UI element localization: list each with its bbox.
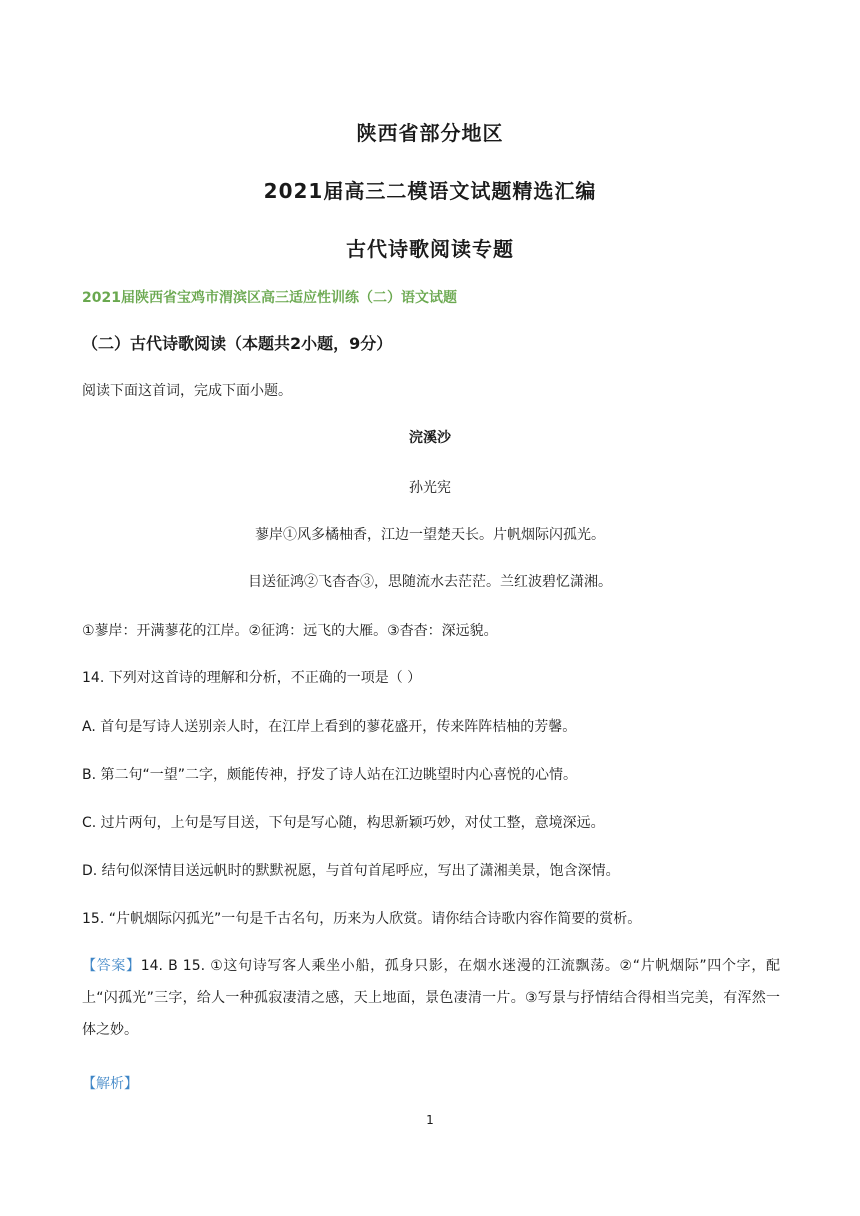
page-number: 1 <box>426 1113 434 1127</box>
poem-line-1: 蓼岸①风多橘柚香，江边一望楚天长。片帆烟际闪孤光。 <box>255 527 605 543</box>
doc-title-main: 2021届高三二模语文试题精选汇编 <box>263 179 597 203</box>
question-14-option-c: C. 过片两句，上句是写目送，下句是写心随，构思新颖巧妙，对仗工整，意境深远。 <box>82 815 605 831</box>
answer-tag: 【答案】 <box>82 958 141 974</box>
exam-source: 2021届陕西省宝鸡市渭滨区高三适应性训练（二）语文试题 <box>82 290 457 306</box>
doc-title-region: 陕西省部分地区 <box>356 121 504 145</box>
section-heading: （二）古代诗歌阅读（本题共2小题，9分） <box>82 334 393 353</box>
answer-text: 14. B 15. ①这句诗写客人乘坐小船，孤身只影，在烟水迷漫的江流飘荡。②“片帆烟际”四个字，配上“闪孤光”三字，给人一种孤寂凄清之感，天上地面，景色凄清一片。③写景与抒情结合得相当完美，有浑然一体之妙。 <box>82 958 780 1038</box>
question-14-option-a: A. 首句是写诗人送别亲人时，在江岸上看到的蓼花盛开，传来阵阵桔柚的芳馨。 <box>82 719 577 735</box>
question-14-option-d: D. 结句似深情目送远帆时的默默祝愿，与首句首尾呼应，写出了潇湘美景，饱含深情。 <box>82 863 620 879</box>
section-instruction: 阅读下面这首词，完成下面小题。 <box>82 383 292 399</box>
answer-block <box>82 950 780 1046</box>
doc-title-topic: 古代诗歌阅读专题 <box>346 237 514 261</box>
question-14-option-b: B. 第二句“一望”二字，颇能传神，抒发了诗人站在江边眺望时内心喜悦的心情。 <box>82 767 578 783</box>
poem-author: 孙光宪 <box>409 480 451 496</box>
analysis-tag: 【解析】 <box>82 1076 138 1092</box>
poem-line-2: 目送征鸿②飞杳杳③，思随流水去茫茫。兰红波碧忆潇湘。 <box>248 574 612 590</box>
poem-title: 浣溪沙 <box>409 430 451 446</box>
poem-notes: ①蓼岸：开满蓼花的江岸。②征鸿：远飞的大雁。③杳杳：深远貌。 <box>82 623 498 639</box>
question-14-stem: 14. 下列对这首诗的理解和分析，不正确的一项是（ ） <box>82 670 422 686</box>
question-15-stem: 15. “片帆烟际闪孤光”一句是千古名句，历来为人欣赏。请你结合诗歌内容作简要的赏析。 <box>82 911 642 927</box>
